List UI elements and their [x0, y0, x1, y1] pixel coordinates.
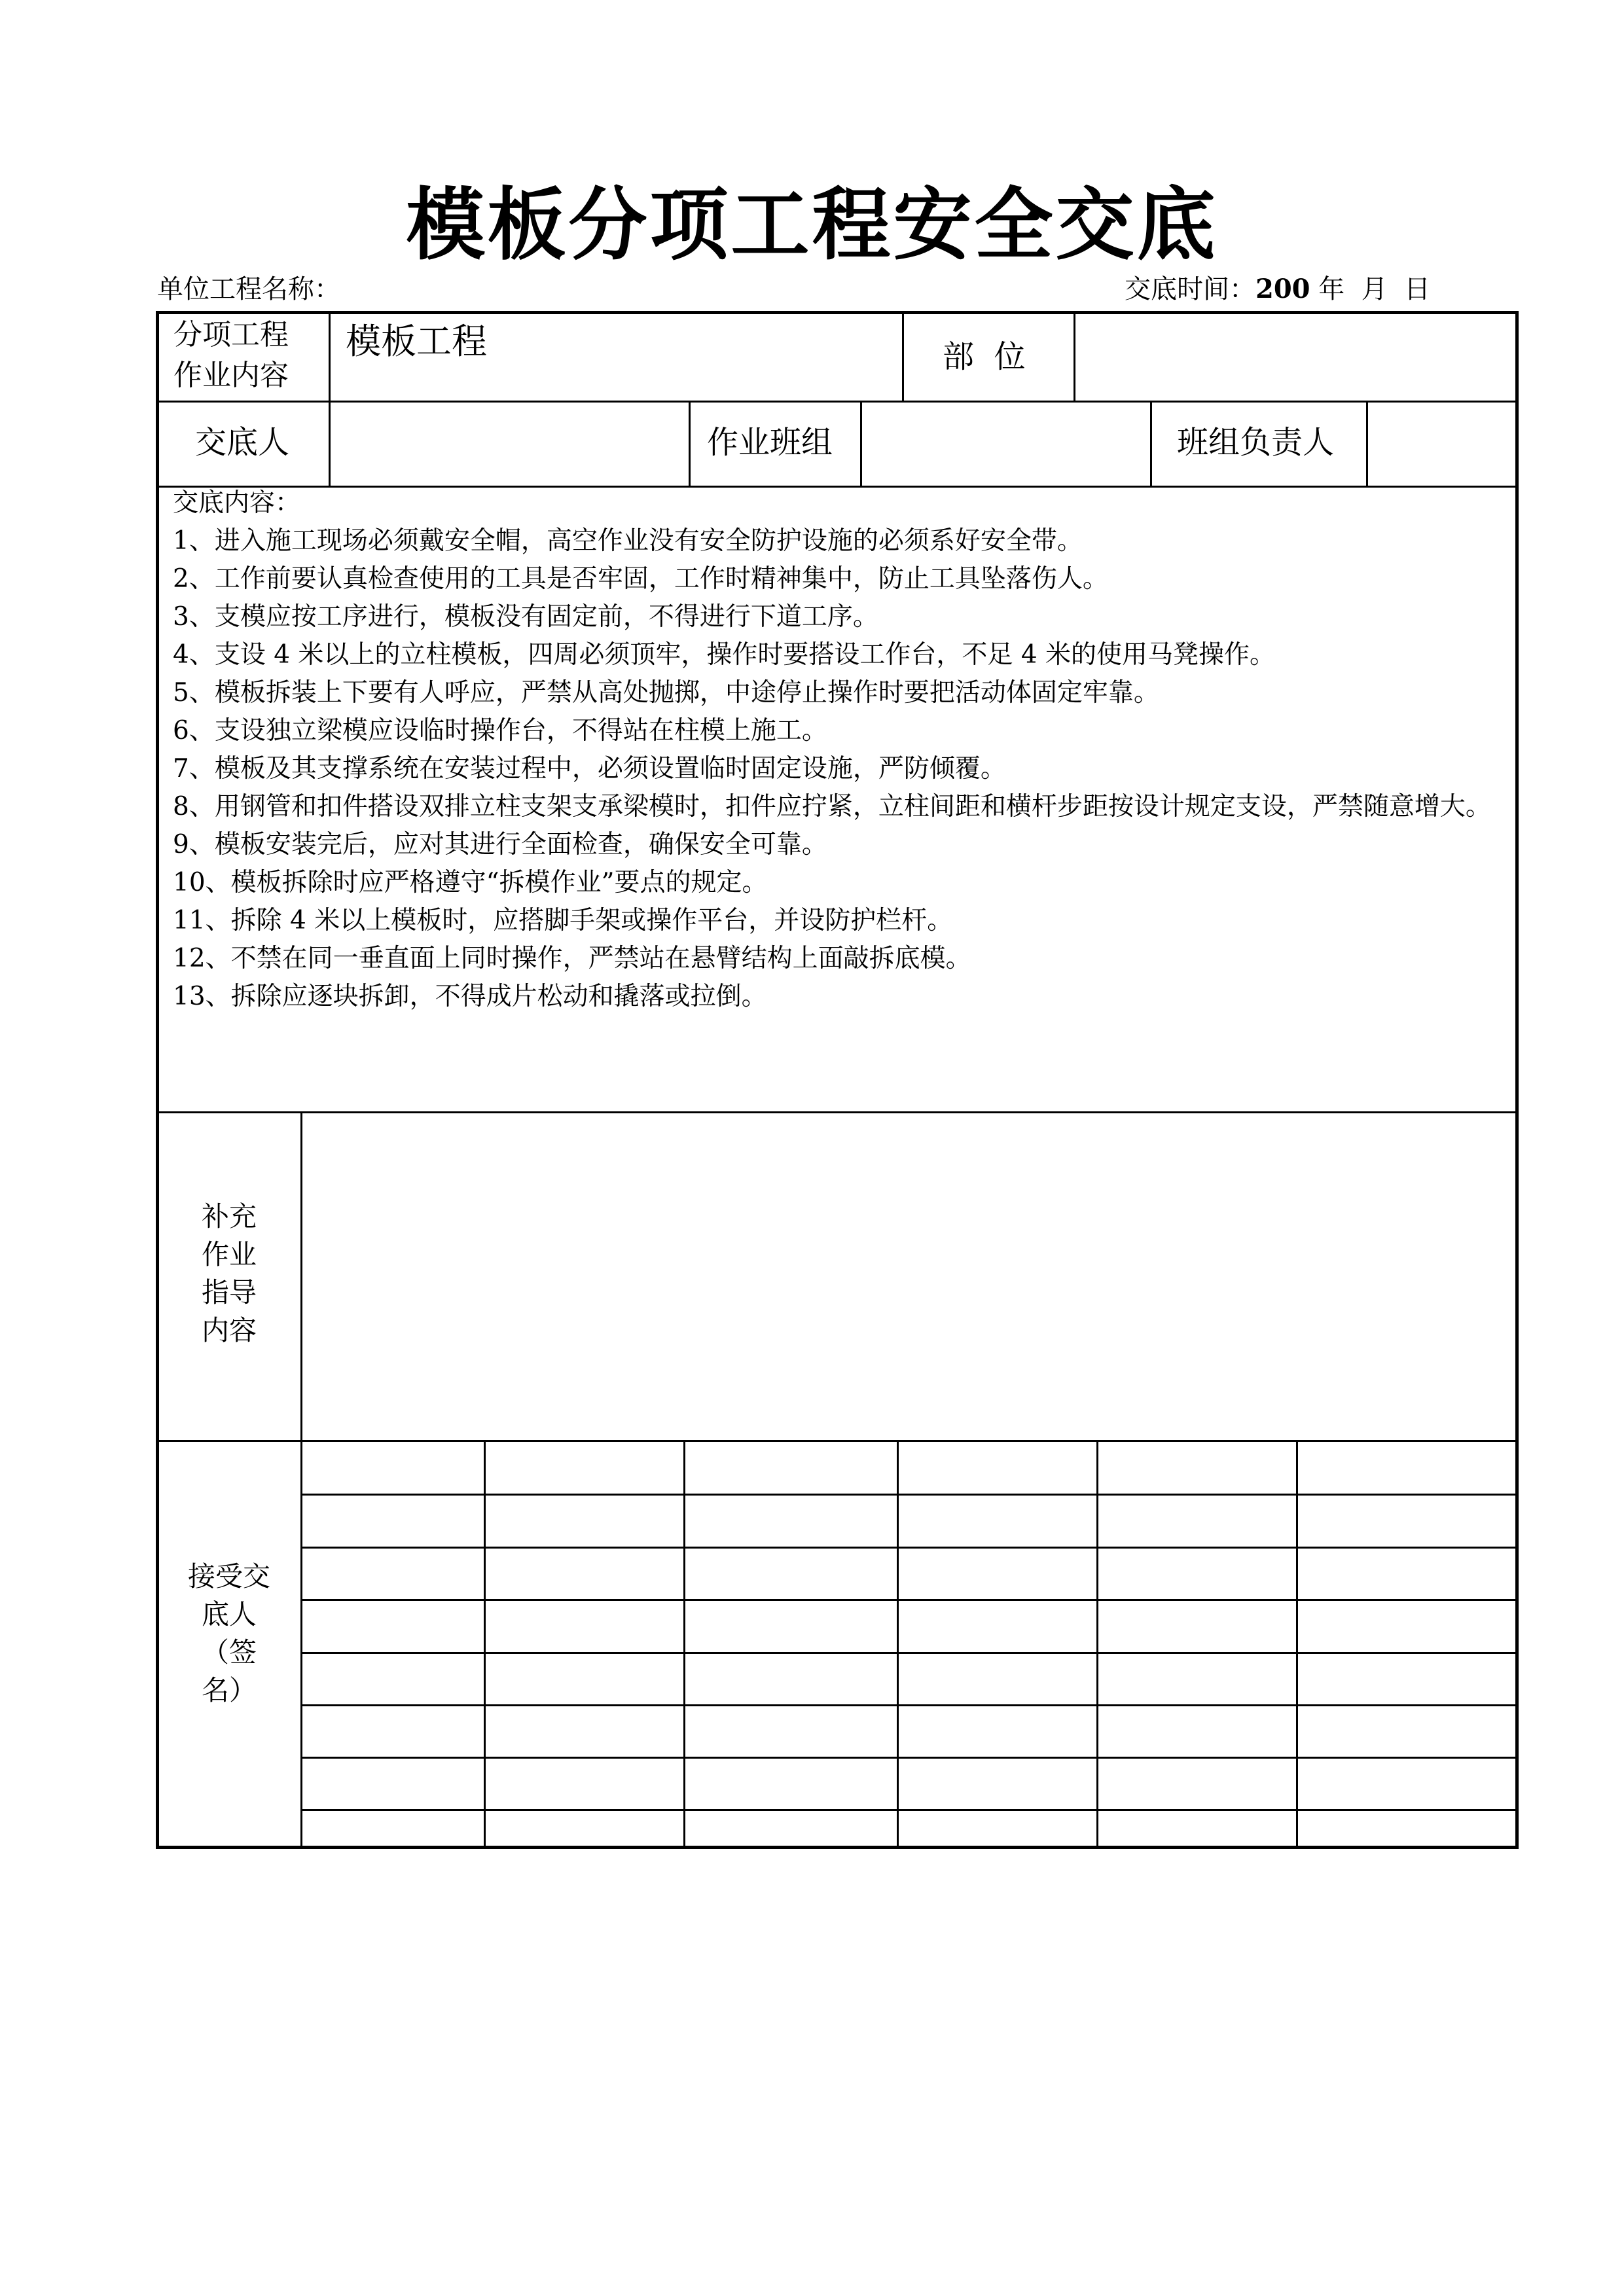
- work-team-label: 作业班组: [707, 424, 833, 461]
- supplement-bottom-border: [156, 1440, 1519, 1442]
- signature-label-line: 底人: [201, 1598, 257, 1630]
- content-item: 9、模板安装完后，应对其进行全面检查，确保安全可靠。: [173, 830, 827, 859]
- supplement-label-line: 内容: [201, 1314, 257, 1346]
- signature-column-line: [683, 1440, 685, 1849]
- signature-column-line: [1096, 1440, 1098, 1849]
- content-item: 3、支模应按工序进行，模板没有固定前，不得进行下道工序。: [173, 602, 878, 632]
- disclosure-content: [173, 484, 1508, 1016]
- month-unit: 月: [1361, 274, 1388, 304]
- discloser-label: 交底人: [195, 424, 290, 461]
- signature-label: [170, 1558, 288, 1710]
- supplement-label-line: 指导: [201, 1276, 257, 1308]
- row2-divider-4: [1150, 401, 1152, 487]
- day-unit: 日: [1404, 274, 1431, 304]
- content-item: 8、用钢管和扣件搭设双排立柱支架支承梁模时，扣件应拧紧，立柱间距和横杆步距按设计规定支设，严禁随意增大。: [173, 792, 1491, 821]
- part-label: 部 位: [943, 338, 1026, 375]
- content-item: 4、支设 4 米以上的立柱模板，四周必须顶牢，操作时要搭设工作台，不足 4 米的使用马凳操作。: [173, 640, 1276, 670]
- unit-project-name-label: 单位工程名称：: [157, 274, 340, 304]
- row1-divider-1: [329, 311, 331, 403]
- row2-divider-3: [860, 401, 862, 487]
- content-item: 1、进入施工现场必须戴安全帽，高空作业没有安全防护设施的必须系好安全带。: [173, 526, 1083, 556]
- signature-label-line: （签: [201, 1636, 257, 1668]
- supplement-value[interactable]: [314, 1126, 1506, 1427]
- document-title: 模板分项工程安全交底: [406, 180, 1218, 271]
- content-item: 5、模板拆装上下要有人呼应，严禁从高处抛掷，中途停止操作时要把活动体固定牢靠。: [173, 678, 1159, 708]
- content-item: 11、拆除 4 米以上模板时，应搭脚手架或操作平台，并设防护栏杆。: [173, 906, 953, 935]
- disclosure-time: [1125, 268, 1430, 306]
- content-bottom-border: [156, 1111, 1519, 1113]
- row2-divider-5: [1366, 401, 1368, 487]
- supplement-label-line: 作业: [201, 1238, 257, 1270]
- supplement-label-line: 补充: [201, 1200, 257, 1232]
- signature-column-line: [1296, 1440, 1298, 1849]
- signature-column-line: [484, 1440, 486, 1849]
- item-content-label-line1: 分项工程: [173, 318, 289, 351]
- content-item: 12、不禁在同一垂直面上同时操作，严禁站在悬臂结构上面敲拆底模。: [173, 944, 971, 973]
- item-content-value: 模板工程: [346, 321, 487, 362]
- lower-label-column-divider: [300, 1111, 302, 1849]
- year-unit: 年: [1318, 274, 1345, 304]
- content-heading: 交底内容：: [173, 488, 301, 518]
- signature-label-line: 接受交: [187, 1560, 270, 1592]
- year-value: 200: [1255, 274, 1310, 304]
- signature-label-line: 名）: [201, 1674, 257, 1706]
- supplement-label: [170, 1198, 288, 1350]
- row1-divider-2: [902, 311, 904, 403]
- row1-divider-3: [1074, 311, 1075, 403]
- content-item: 13、拆除应逐块拆卸，不得成片松动和撬落或拉倒。: [173, 982, 767, 1011]
- content-item: 2、工作前要认真检查使用的工具是否牢固，工作时精神集中，防止工具坠落伤人。: [173, 564, 1108, 594]
- disclosure-time-label: 交底时间：: [1125, 274, 1255, 304]
- signature-column-line: [897, 1440, 899, 1849]
- team-leader-label: 班组负责人: [1177, 424, 1335, 461]
- row2-divider-2: [689, 401, 691, 487]
- content-item: 10、模板拆除时应严格遵守“拆模作业”要点的规定。: [173, 868, 768, 897]
- content-item: 7、模板及其支撑系统在安装过程中，必须设置临时固定设施，严防倾覆。: [173, 754, 1006, 783]
- row2-divider-1: [329, 401, 331, 487]
- content-item: 6、支设独立梁模应设临时操作台，不得站在柱模上施工。: [173, 716, 827, 745]
- row1-bottom-border: [156, 401, 1519, 403]
- item-content-label-line2: 作业内容: [173, 359, 289, 392]
